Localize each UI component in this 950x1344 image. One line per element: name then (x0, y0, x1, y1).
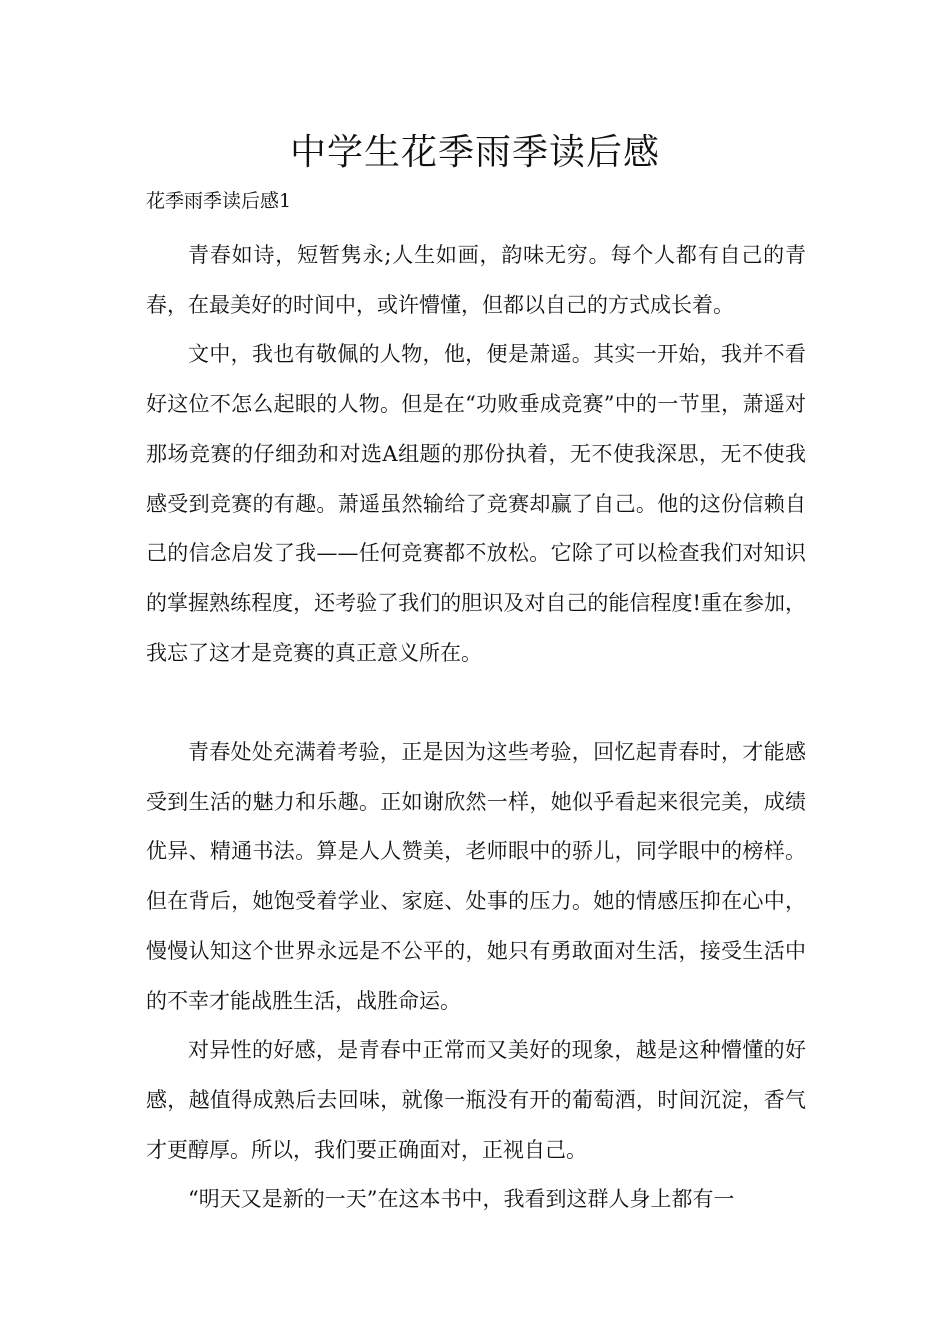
page-title: 中学生花季雨季读后感 (289, 132, 660, 173)
paragraph-5: “明天又是新的一天”在这本书中，我看到这群人身上都有一 (188, 1187, 735, 1212)
document-body (146, 231, 806, 1225)
paragraph-3: 青春处处充满着考验，正是因为这些考验，回忆起青春时，才能感受到生活的魅力和乐趣。正如谢欣然一样，她似乎看起来很完美，成绩优异、精通书法。算是人人赞美，老师眼中的骄儿，同学眼中的榜样。但在背后，她饱受着学业、家庭、处事的压力。她的情感压抑在心中，慢慢认知这个世界永远是不公平的，她只有勇敢面对生活，接受生活中的不幸才能战胜生活，战胜命运。 (146, 740, 806, 1013)
paragraph-4: 对异性的好感，是青春中正常而又美好的现象，越是这种懵懂的好感，越值得成熟后去回味，就像一瓶没有开的葡萄酒，时间沉淀，香气才更醇厚。所以，我们要正确面对，正视自己。 (146, 1038, 806, 1162)
paragraph-spacer (146, 678, 806, 728)
paragraph-2: 文中，我也有敬佩的人物，他，便是萧遥。其实一开始，我并不看好这位不怎么起眼的人物。但是在“功败垂成竞赛”中的一节里，萧遥对那场竞赛的仔细劲和对选A组题的那份执着，无不使我深思，无不使我感受到竞赛的有趣。萧遥虽然输给了竞赛却赢了自己。他的这份信赖自己的信念启发了我——任何竞赛都不放松。它除了可以检查我们对知识的掌握熟练程度，还考验了我们的胆识及对自己的能信程度!重在参加，我忘了这才是竞赛的真正意义所在。 (146, 342, 806, 665)
paragraph-1: 青春如诗，短暂隽永;人生如画，韵味无穷。每个人都有自己的青春，在最美好的时间中，或许懵懂，但都以自己的方式成长着。 (146, 243, 806, 317)
section-heading: 花季雨季读后感1 (146, 190, 292, 212)
